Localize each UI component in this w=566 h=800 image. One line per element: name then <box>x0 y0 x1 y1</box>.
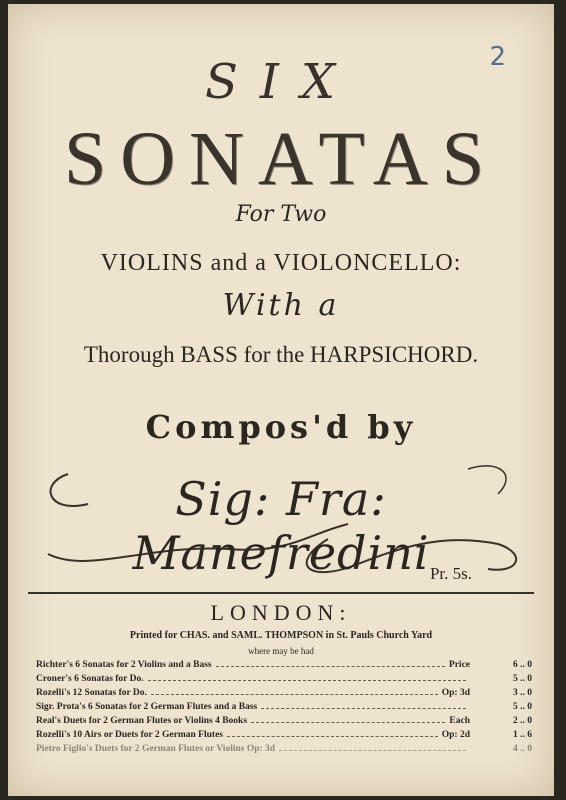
page-number: 2 <box>489 42 506 72</box>
imprint-printer: Printed for CHAS. and SAML. THOMPSON in St. Pauls Church Yard <box>129 630 433 641</box>
catalog-price: 3 .. 0 <box>513 688 532 698</box>
leader-dashes <box>227 736 438 737</box>
catalog-row <box>36 660 532 674</box>
catalog-title: Real's Duets for 2 German Flutes or Violins 4 Books <box>36 716 248 726</box>
subtitle-for-two: For Two <box>235 202 327 227</box>
title-six: SIX <box>204 54 357 110</box>
divider-rule <box>28 592 534 594</box>
leader-dashes <box>216 666 445 667</box>
catalog-title: Richter's 6 Sonatas for 2 Violins and a Bass <box>36 660 212 670</box>
catalog-row <box>36 730 532 744</box>
catalog-title: Sigr. Prota's 6 Sonatas for 2 German Flutes and a Bass <box>36 702 258 712</box>
leader-dashes <box>251 722 445 723</box>
catalog-price: 2 .. 0 <box>513 716 532 726</box>
catalog-price: 5 .. 0 <box>513 702 532 712</box>
imprint-where: where may be had <box>248 646 314 656</box>
catalog-list <box>36 660 532 758</box>
subtitle-violins: VIOLINS and a VIOLONCELLO: <box>100 250 462 276</box>
catalog-price: 5 .. 0 <box>513 674 532 684</box>
composd-by: Compos'd by <box>145 408 417 446</box>
catalog-price: 1 .. 6 <box>513 730 532 740</box>
catalog-row <box>36 702 532 716</box>
title-page <box>8 4 554 796</box>
catalog-title: Rozelli's 10 Airs or Duets for 2 German Flutes <box>36 730 223 740</box>
catalog-row <box>36 688 532 702</box>
catalog-title: Pietro Figlio's Duets for 2 German Flutes or Violins Op: 3d <box>36 744 276 754</box>
catalog-row <box>36 744 532 758</box>
subtitle-with-a: With a <box>222 288 340 323</box>
imprint-city: LONDON: <box>210 600 352 625</box>
leader-dashes <box>279 750 466 751</box>
catalog-note: Op: 3d <box>441 688 470 698</box>
catalog-row <box>36 674 532 688</box>
catalog-note: Op: 2d <box>441 730 470 740</box>
catalog-row <box>36 716 532 730</box>
catalog-title: Croner's 6 Sonatas for Do. <box>36 674 144 684</box>
catalog-note: Each <box>449 716 470 726</box>
catalog-note: Price <box>448 660 470 670</box>
composer-name: Sig: Fra: Manefredini <box>132 472 430 580</box>
leader-dashes <box>148 680 466 681</box>
leader-dashes <box>151 694 438 695</box>
catalog-price: 6 .. 0 <box>513 660 532 670</box>
catalog-title: Rozelli's 12 Sonatas for Do. <box>36 688 147 698</box>
price-mark: Pr. 5s. <box>429 564 472 583</box>
catalog-price: 4 .. 0 <box>513 744 532 754</box>
leader-dashes <box>261 708 466 709</box>
subtitle-thorough-bass: Thorough BASS for the HARPSICHORD. <box>83 342 479 367</box>
title-sonatas: SONATAS <box>64 117 498 201</box>
